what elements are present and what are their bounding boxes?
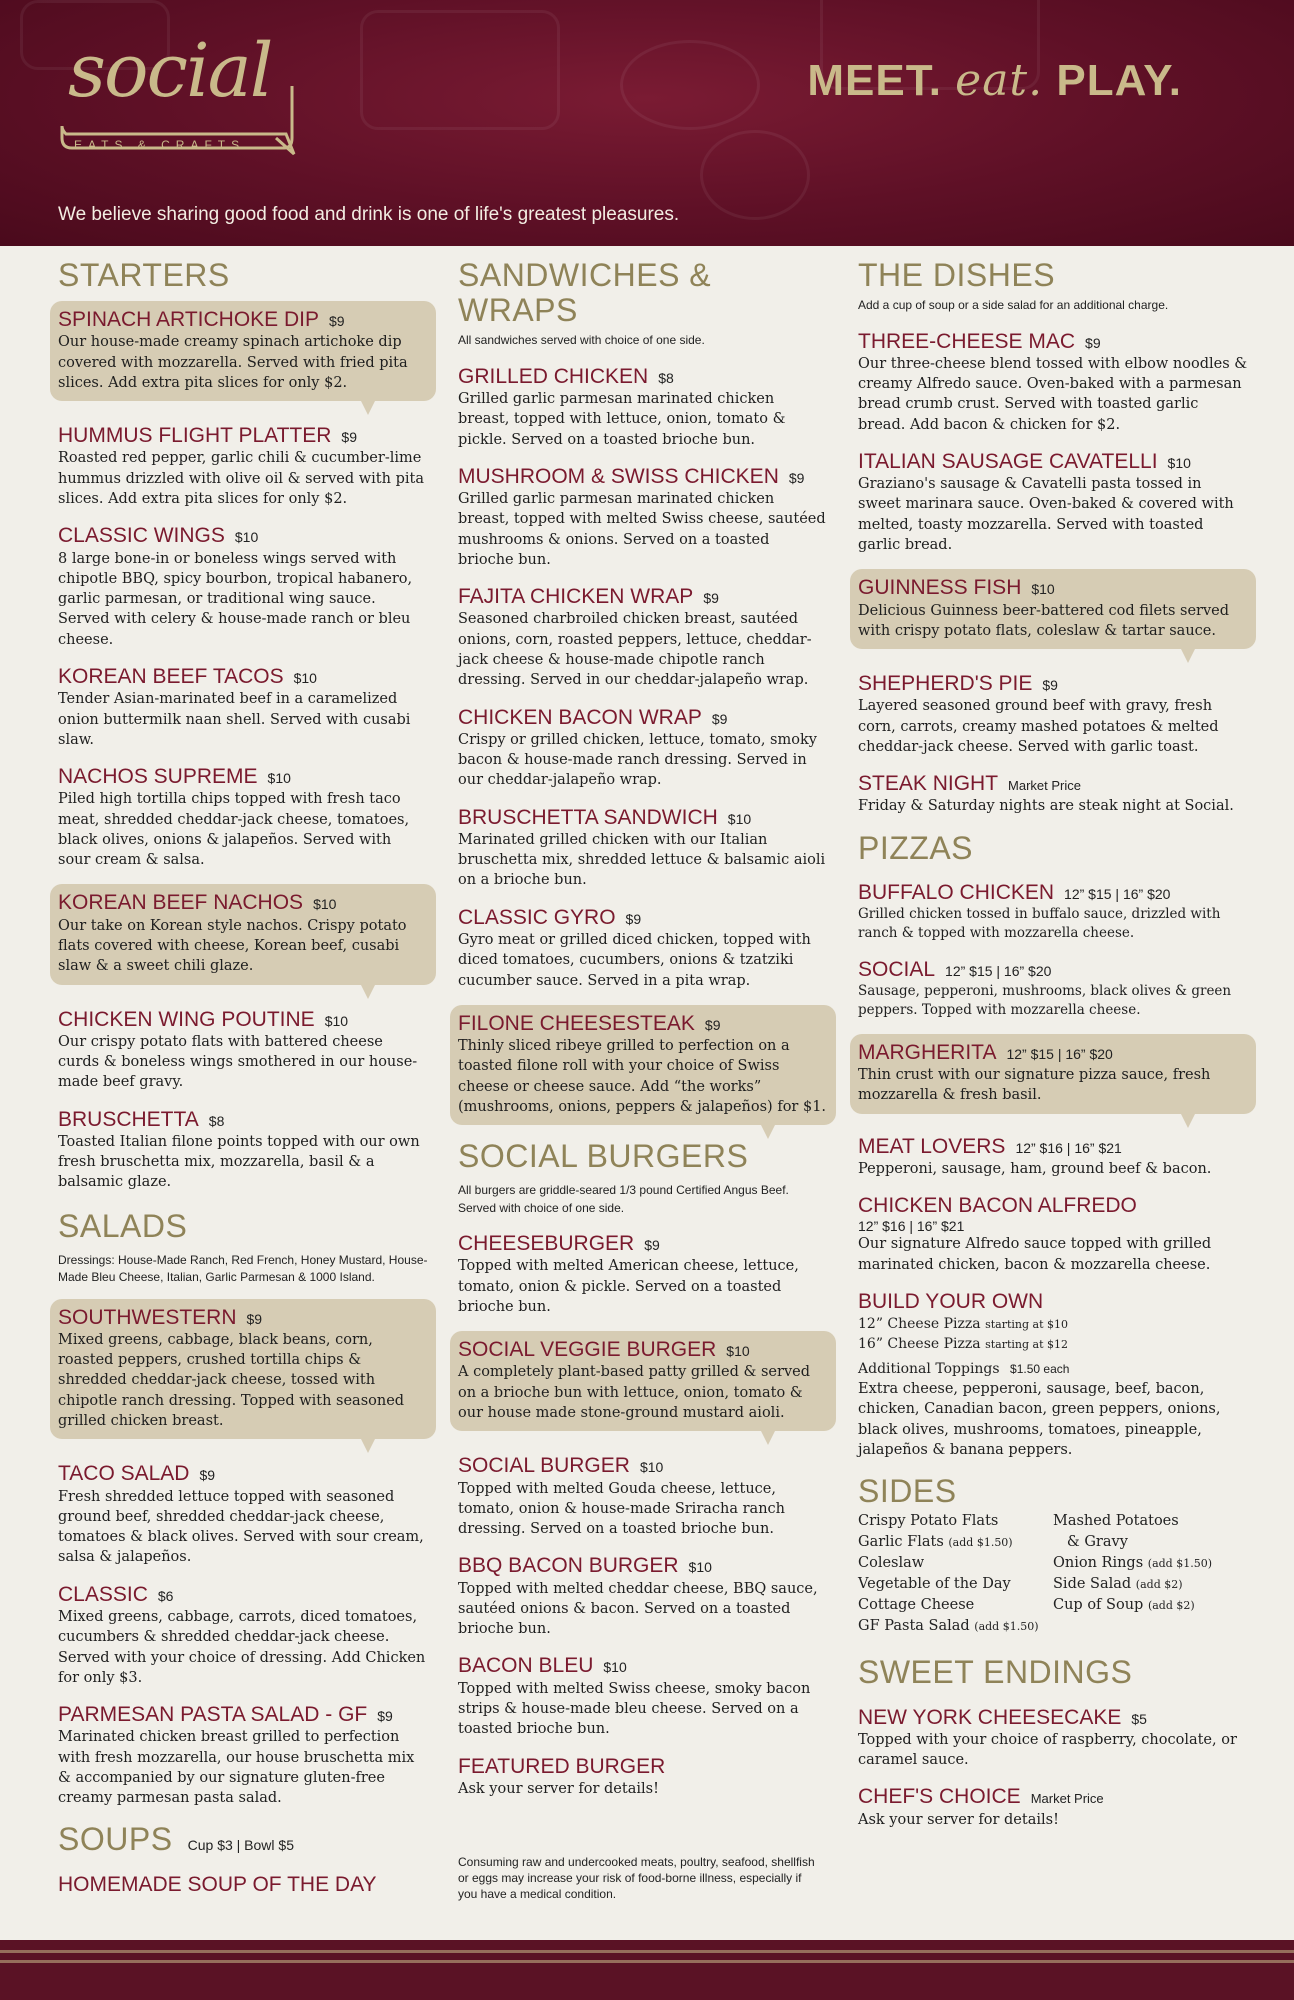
side-name: Vegetable of the Day xyxy=(858,1576,1011,1593)
item-name: BRUSCHETTA xyxy=(58,1107,199,1131)
side-item xyxy=(858,1511,1053,1532)
side-item xyxy=(858,1532,1053,1553)
item-name: CLASSIC WINGS xyxy=(58,524,225,548)
salads-dressing-note: Dressings: House-Made Ranch, Red French, Honey Mustard, House-Made Bleu Cheese, Italian, Garlic Parmesan & 1000 Island. xyxy=(58,1252,428,1285)
item-price: $9 xyxy=(199,1467,216,1484)
menu-item xyxy=(858,1784,1248,1829)
menu-item xyxy=(58,1702,428,1808)
menu-item xyxy=(50,301,436,401)
side-add-price: (add $1.50) xyxy=(1147,1557,1212,1571)
item-description: Crispy or grilled chicken, lettuce, tomato, smoky bacon & house-made ranch dressing. Served in our cheddar-jalapeño wrap. xyxy=(458,731,817,789)
item-description: Thinly sliced ribeye grilled to perfection on a toasted filone roll with your choice of Swiss cheese or cheese sauce. Add “the works” (mushrooms, onions, peppers & jalapeños) for $1. xyxy=(458,1038,827,1115)
item-price: $9 xyxy=(329,313,345,330)
item-price: $5 xyxy=(1131,1710,1147,1727)
item-name: NEW YORK CHEESECAKE xyxy=(858,1705,1122,1729)
item-description: Tender Asian-marinated beef in a caramelized onion buttermilk naan shell. Served with cusabi slaw. xyxy=(58,691,411,748)
menu-item xyxy=(58,1461,428,1567)
item-price: $10 xyxy=(1167,454,1191,471)
item-description: Mixed greens, cabbage, black beans, corn, roasted peppers, crushed tortilla chips & shredded cheddar-jack cheese, tossed with chipotle ranch dressing. Topped with seasoned grilled chicken breast. xyxy=(58,1331,405,1430)
item-description: Seasoned charbroiled chicken breast, sautéed onions, corn, roasted peppers, lettuce, cheddar-jack cheese & house-made chipotle ranch dressing. Served in our cheddar-jalapeño wrap. xyxy=(458,611,812,689)
item-price: $8 xyxy=(658,369,674,386)
pizzas-title: PIZZAS xyxy=(858,829,974,866)
build-price: starting at $10 xyxy=(985,1318,1069,1332)
side-item xyxy=(1053,1532,1248,1553)
item-name: BBQ BACON BURGER xyxy=(458,1554,679,1578)
side-name: Garlic Flats xyxy=(858,1534,944,1551)
menu-item xyxy=(58,1007,428,1093)
menu-item xyxy=(458,1553,828,1639)
menu-item xyxy=(58,423,428,509)
menu-item xyxy=(58,1582,428,1688)
item-price: $10 xyxy=(639,1459,664,1476)
toppings-label: Additional Toppings xyxy=(858,1360,1000,1377)
item-description: Ask your server for details! xyxy=(458,1780,659,1797)
item-name: GUINNESS FISH xyxy=(858,576,1022,600)
column-left xyxy=(58,258,428,1897)
menu-item xyxy=(858,880,1248,943)
item-name: CHEESEBURGER xyxy=(458,1232,635,1256)
side-add-price: (add $1.50) xyxy=(948,1536,1013,1550)
column-right xyxy=(858,258,1248,1830)
dishes-title: THE DISHES xyxy=(858,257,1056,293)
health-disclaimer: Consuming raw and undercooked meats, poultry, seafood, shellfish or eggs may increase your risk of food-borne illness, especially if you have a medical condition. xyxy=(458,1855,815,1902)
salads-title: SALADS xyxy=(58,1207,188,1244)
sweet-endings-title: SWEET ENDINGS xyxy=(858,1654,1133,1691)
item-name: BRUSCHETTA SANDWICH xyxy=(458,805,718,829)
item-price: $9 xyxy=(1085,334,1101,351)
item-price: $10 xyxy=(267,770,291,787)
menu-item xyxy=(50,884,436,984)
side-name: Crispy Potato Flats xyxy=(858,1513,999,1530)
build-your-own-pizza xyxy=(858,1289,1248,1460)
menu-item xyxy=(858,1193,1248,1275)
toppings-line xyxy=(858,1359,1248,1379)
side-item xyxy=(1053,1511,1248,1532)
build-size: 12” Cheese Pizza xyxy=(858,1316,981,1333)
menu-item xyxy=(458,1653,828,1739)
build-size: 16” Cheese Pizza xyxy=(858,1336,981,1353)
item-description: Gyro meat or grilled diced chicken, topped with diced tomatoes, cucumbers, onions & tzatziki cucumber sauce. Served in a pita wrap. xyxy=(458,931,811,989)
item-name: THREE-CHEESE MAC xyxy=(858,329,1076,353)
soups-title: SOUPS xyxy=(58,1821,173,1858)
item-name: PARMESAN PASTA SALAD - GF xyxy=(58,1703,368,1727)
side-item xyxy=(858,1616,1053,1637)
item-description: A completely plant-based patty grilled & served on a brioche bun with lettuce, onion, tomato & our house made stone-ground mustard aioli. xyxy=(458,1364,811,1422)
item-name: CHICKEN WING POUTINE xyxy=(58,1007,315,1031)
menu-item xyxy=(50,1299,436,1440)
item-description: 8 large bone-in or boneless wings served with chipotle BBQ, spicy bourbon, tropical habanero, garlic parmesan, or traditional wing sauce. Served with celery & house-made ranch or bleu cheese. xyxy=(58,550,413,648)
item-price: $9 xyxy=(704,1016,721,1033)
build-line xyxy=(858,1334,1248,1354)
column-middle xyxy=(458,258,828,1799)
soups-heading xyxy=(58,1822,428,1857)
background-speech-bubble xyxy=(360,10,560,130)
item-name: GRILLED CHICKEN xyxy=(458,364,649,388)
item-description: Layered seasoned ground beef with gravy, fresh corn, carrots, creamy mashed potatoes & melted cheddar-jack cheese. Served with garlic toast. xyxy=(858,698,1219,755)
background-speech-bubble xyxy=(700,130,810,220)
item-price: $9 xyxy=(246,1310,263,1327)
footer-stripe xyxy=(0,1960,1294,1963)
item-price: $9 xyxy=(377,1708,393,1725)
menu-item xyxy=(58,764,428,870)
menu-item xyxy=(458,464,828,570)
tagline-meet: MEET. xyxy=(807,56,942,105)
item-price: $9 xyxy=(644,1237,660,1254)
item-description: Toasted Italian filone points topped with our own fresh bruschetta mix, mozzarella, basil & a balsamic glaze. xyxy=(58,1133,420,1191)
menu-item xyxy=(458,905,828,991)
item-description: Our crispy potato flats with battered cheese curds & boneless wings smothered in our house-made beef gravy. xyxy=(58,1033,418,1091)
item-name: SPINACH ARTICHOKE DIP xyxy=(58,308,320,332)
item-price: $9 xyxy=(341,429,357,446)
item-price: $10 xyxy=(603,1659,627,1676)
item-name: SHEPHERD'S PIE xyxy=(858,672,1033,696)
item-price: 12” $15 | 16” $20 xyxy=(945,962,1052,979)
menu-item xyxy=(458,805,828,891)
item-price: $10 xyxy=(688,1559,712,1576)
sides-list xyxy=(858,1511,1248,1637)
item-name: MUSHROOM & SWISS CHICKEN xyxy=(458,464,779,488)
side-item xyxy=(1053,1574,1248,1595)
item-price: $9 xyxy=(625,910,642,927)
item-description: Marinated chicken breast grilled to perfection with fresh mozzarella, our house bruschetta mix & accompanied by our signature gluten-free creamy parmesan pasta salad. xyxy=(58,1729,415,1807)
menu-item xyxy=(458,584,828,690)
item-name: HUMMUS FLIGHT PLATTER xyxy=(58,424,332,448)
item-name: CLASSIC GYRO xyxy=(458,905,616,929)
item-description: Our three-cheese blend tossed with elbow noodles & creamy Alfredo sauce. Oven-baked with a parmesan bread crumb crust. Served with toasted garlic bread. Add bacon & chicken for $2. xyxy=(858,355,1248,433)
sandwiches-note: All sandwiches served with choice of one side. xyxy=(458,333,705,348)
item-price: $9 xyxy=(711,710,728,727)
item-price: $10 xyxy=(727,810,752,827)
menu-item xyxy=(858,329,1248,435)
item-name: CLASSIC xyxy=(58,1582,148,1606)
tagline-eat: eat. xyxy=(955,55,1044,106)
side-item xyxy=(858,1595,1053,1616)
side-item xyxy=(858,1574,1053,1595)
item-price: 12” $15 | 16” $20 xyxy=(1006,1045,1113,1062)
menu-item xyxy=(458,1231,828,1317)
item-description: Pepperoni, sausage, ham, ground beef & bacon. xyxy=(858,1160,1212,1177)
item-price: Market Price xyxy=(1030,1791,1104,1807)
item-description: Fresh shredded lettuce topped with seasoned ground beef, shredded cheddar-jack cheese, tomatoes & black olives. Served with sour cream, salsa & jalapeños. xyxy=(58,1488,424,1566)
side-name: & Gravy xyxy=(1053,1534,1128,1551)
menu-item xyxy=(458,1453,828,1539)
side-item xyxy=(1053,1553,1248,1574)
item-description: Grilled chicken tossed in buffalo sauce, drizzled with ranch & topped with mozzarella cheese. xyxy=(858,906,1221,941)
social-logo xyxy=(56,26,306,176)
item-name: SOCIAL VEGGIE BURGER xyxy=(458,1338,717,1362)
item-price: $10 xyxy=(293,670,317,687)
logo-speech-bubble-icon xyxy=(56,26,306,186)
item-description: Roasted red pepper, garlic chili & cucumber-lime hummus drizzled with olive oil & served with pita slices. Add extra pita slices for only $2. xyxy=(58,450,424,508)
side-item xyxy=(858,1553,1053,1574)
toppings-price: $1.50 each xyxy=(1010,1361,1070,1376)
logo-wordmark: social xyxy=(68,28,272,114)
item-description: Topped with melted Gouda cheese, lettuce, tomato, onion & house-made Sriracha ranch dressing. Served on a toasted brioche bun. xyxy=(458,1480,785,1538)
sides-column-left xyxy=(858,1511,1053,1637)
item-price: $8 xyxy=(208,1112,225,1129)
item-description: Graziano's sausage & Cavatelli pasta tossed in sweet marinara sauce. Oven-baked & covered with melted, toasty mozzarella. Served with toasted garlic bread. xyxy=(858,476,1234,554)
side-add-price: (add $2) xyxy=(1147,1599,1195,1613)
soups-price: Cup $3 | Bowl $5 xyxy=(187,1837,294,1854)
item-description: Thin crust with our signature pizza sauce, fresh mozzarella & fresh basil. xyxy=(858,1066,1211,1104)
item-price: $10 xyxy=(1031,581,1055,598)
menu-item xyxy=(58,664,428,750)
item-price: Market Price xyxy=(1008,778,1081,794)
item-name: TACO SALAD xyxy=(58,1462,190,1486)
starters-title: STARTERS xyxy=(58,257,230,293)
item-name: SOCIAL BURGER xyxy=(458,1454,630,1478)
item-name: NACHOS SUPREME xyxy=(58,765,258,789)
item-price: $9 xyxy=(703,590,719,607)
menu-item xyxy=(850,1034,1256,1114)
item-name: BUILD YOUR OWN xyxy=(858,1289,1044,1313)
item-description: Topped with melted cheddar cheese, BBQ sauce, sautéed onions & bacon. Served on a toasted brioche bun. xyxy=(458,1580,818,1638)
item-price: 12” $16 | 16” $21 xyxy=(858,1218,965,1235)
burgers-note: All burgers are griddle-seared 1/3 pound Certified Angus Beef. Served with choice of one side. xyxy=(458,1183,789,1215)
item-price: $10 xyxy=(234,529,259,546)
soup-of-the-day: HOMEMADE SOUP OF THE DAY xyxy=(58,1872,377,1896)
side-add-price: (add $2) xyxy=(1135,1578,1183,1592)
item-name: KOREAN BEEF NACHOS xyxy=(58,891,304,915)
build-price: starting at $12 xyxy=(985,1338,1069,1352)
item-name: CHICKEN BACON ALFREDO xyxy=(858,1194,1137,1218)
menu-item xyxy=(858,1134,1248,1179)
sandwiches-title: SANDWICHES & WRAPS xyxy=(458,257,712,329)
side-name: Onion Rings xyxy=(1053,1555,1144,1572)
tagline-play: PLAY. xyxy=(1056,56,1182,105)
menu-item xyxy=(858,771,1248,816)
item-price: $10 xyxy=(726,1343,750,1360)
item-name: FAJITA CHICKEN WRAP xyxy=(458,585,694,609)
side-name: Coleslaw xyxy=(858,1555,925,1572)
menu-item xyxy=(858,957,1248,1020)
item-description: Sausage, pepperoni, mushrooms, black olives & green peppers. Topped with mozzarella cheese. xyxy=(858,983,1232,1018)
burgers-title: SOCIAL BURGERS xyxy=(458,1138,749,1175)
sides-title: SIDES xyxy=(858,1473,957,1510)
item-description: Marinated grilled chicken with our Italian bruschetta mix, shredded lettuce & balsamic aioli on a brioche bun. xyxy=(458,831,826,889)
toppings-list: Extra cheese, pepperoni, sausage, beef, bacon, chicken, Canadian bacon, green peppers, onions, black olives, mushrooms, tomatoes, pineapple, jalapeños & banana peppers. xyxy=(858,1380,1221,1458)
side-name: GF Pasta Salad xyxy=(858,1618,970,1635)
item-name: SOCIAL xyxy=(858,957,936,981)
menu-item xyxy=(858,671,1248,757)
menu-item xyxy=(458,364,828,450)
sides-column-right xyxy=(1053,1511,1248,1637)
item-name: BACON BLEU xyxy=(458,1654,594,1678)
side-name: Cup of Soup xyxy=(1053,1597,1144,1614)
item-description: Grilled garlic parmesan marinated chicken breast, topped with melted Swiss cheese, sautéed mushrooms & onions. Served on a toasted brioche bun. xyxy=(458,491,826,568)
menu-footer xyxy=(0,1940,1294,2000)
menu-item xyxy=(58,523,428,650)
menu-item xyxy=(458,705,828,791)
item-price: $10 xyxy=(324,1012,349,1029)
item-price: $10 xyxy=(313,896,337,913)
item-name: ITALIAN SAUSAGE CAVATELLI xyxy=(858,449,1158,473)
belief-statement: We believe sharing good food and drink is one of life's greatest pleasures. xyxy=(58,204,680,225)
side-name: Mashed Potatoes xyxy=(1053,1513,1179,1530)
menu-item xyxy=(450,1331,836,1431)
menu-item xyxy=(58,1107,428,1193)
menu-item xyxy=(450,1005,836,1125)
item-name: MARGHERITA xyxy=(858,1040,997,1064)
item-price: $6 xyxy=(157,1587,174,1604)
menu-header xyxy=(0,0,1294,246)
footer-stripe xyxy=(0,1950,1294,1953)
side-name: Side Salad xyxy=(1053,1576,1132,1593)
item-name: KOREAN BEEF TACOS xyxy=(58,665,284,689)
item-name: FILONE CHEESESTEAK xyxy=(458,1011,695,1035)
item-name: BUFFALO CHICKEN xyxy=(858,880,1055,904)
item-price: $9 xyxy=(788,469,805,486)
background-speech-bubble xyxy=(620,40,760,130)
build-line xyxy=(858,1314,1248,1334)
logo-subtitle: EATS & CRAFTS xyxy=(74,138,246,152)
item-description: Grilled garlic parmesan marinated chicken breast, topped with lettuce, onion, tomato & pickle. Served on a toasted brioche bun. xyxy=(458,390,786,448)
item-price: 12” $16 | 16” $21 xyxy=(1015,1139,1122,1156)
item-name: MEAT LOVERS xyxy=(858,1134,1006,1158)
item-price: $9 xyxy=(1042,677,1058,694)
item-name: CHICKEN BACON WRAP xyxy=(458,705,702,729)
item-description: Our take on Korean style nachos. Crispy potato flats covered with cheese, Korean beef, cusabi slaw & a sweet chili glaze. xyxy=(58,917,407,975)
item-description: Ask your server for details! xyxy=(858,1811,1059,1828)
item-name: SOUTHWESTERN xyxy=(58,1305,237,1329)
item-name: CHEF'S CHOICE xyxy=(858,1785,1021,1809)
item-description: Topped with your choice of raspberry, chocolate, or caramel sauce. xyxy=(858,1731,1237,1769)
item-description: Our house-made creamy spinach artichoke dip covered with mozzarella. Served with fried pita slices. Add extra pita slices for only $2. xyxy=(58,334,408,391)
side-add-price: (add $1.50) xyxy=(974,1620,1039,1634)
item-description: Topped with melted Swiss cheese, smoky bacon strips & house-made bleu cheese. Served on a toasted brioche bun. xyxy=(458,1680,811,1738)
menu-item xyxy=(458,1754,828,1799)
item-name: STEAK NIGHT xyxy=(858,772,999,796)
item-price: 12” $15 | 16” $20 xyxy=(1064,885,1171,902)
side-name: Cottage Cheese xyxy=(858,1597,975,1614)
item-description: Our signature Alfredo sauce topped with grilled marinated chicken, bacon & mozzarella cheese. xyxy=(858,1236,1212,1273)
menu-item xyxy=(858,449,1248,555)
item-description: Piled high tortilla chips topped with fresh taco meat, shredded cheddar-jack cheese, tomatoes, black olives, onions & jalapeños. Served with sour cream & salsa. xyxy=(58,791,410,869)
item-description: Topped with melted American cheese, lettuce, tomato, onion & pickle. Served on a toasted brioche bun. xyxy=(458,1258,799,1315)
item-name: FEATURED BURGER xyxy=(458,1754,666,1778)
dishes-note: Add a cup of soup or a side salad for an additional charge. xyxy=(858,298,1169,313)
menu-item xyxy=(858,1705,1248,1771)
item-description: Friday & Saturday nights are steak night at Social. xyxy=(858,798,1234,815)
item-description: Mixed greens, cabbage, carrots, diced tomatoes, cucumbers & shredded cheddar-jack cheese. Served with your choice of dressing. Add Chicken for only $3. xyxy=(58,1608,426,1686)
side-item xyxy=(1053,1595,1248,1616)
tagline xyxy=(807,55,1182,106)
item-description: Delicious Guinness beer-battered cod filets served with crispy potato flats, coleslaw & tartar sauce. xyxy=(858,602,1230,639)
menu-item xyxy=(850,569,1256,649)
